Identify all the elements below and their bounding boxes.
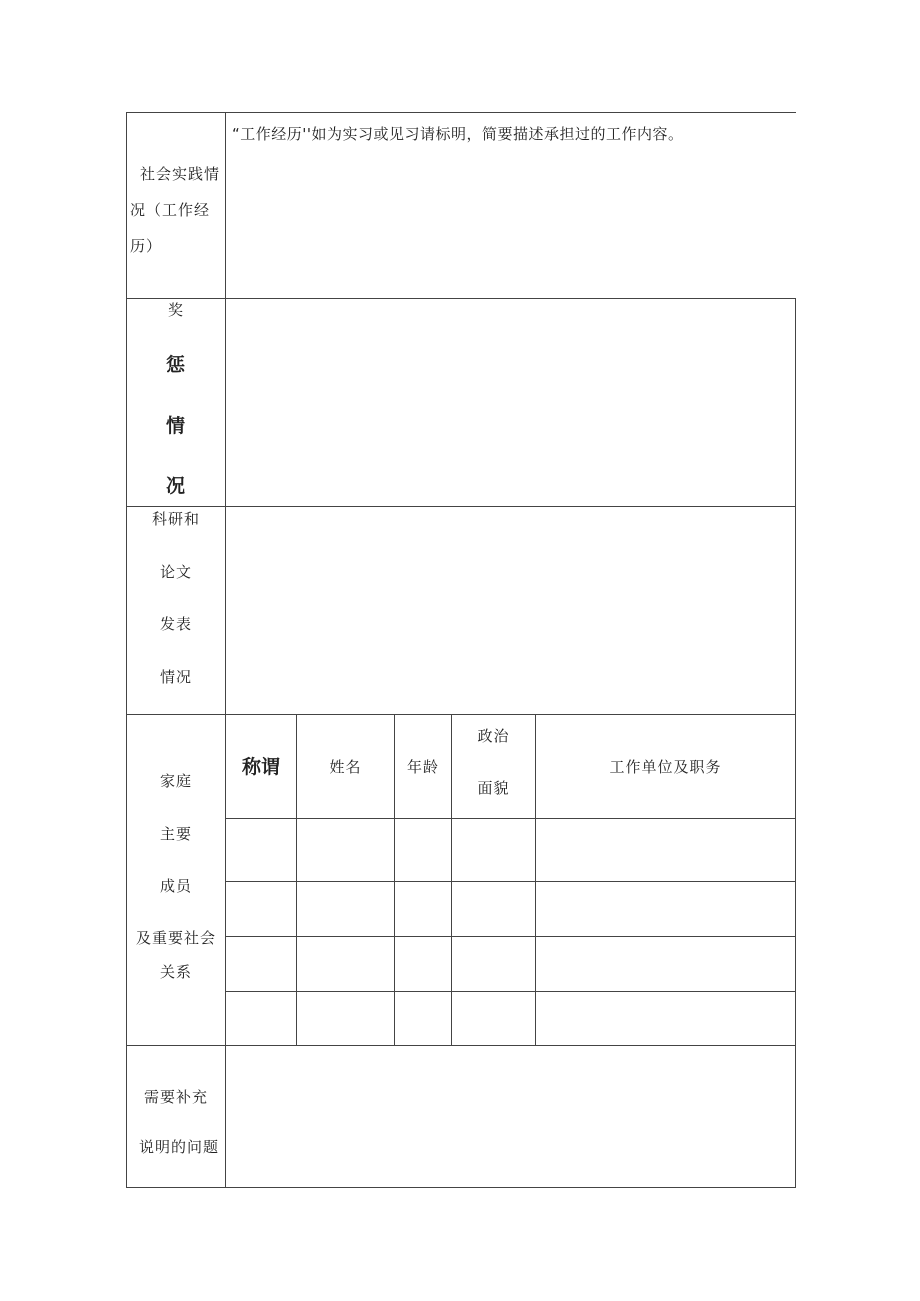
awards-label-char: 况 xyxy=(166,475,186,497)
awards-label-char: 情 xyxy=(166,415,186,437)
header-politics: 面貌 xyxy=(477,779,510,797)
row-divider xyxy=(126,1045,796,1046)
work-experience-note: “工作经历''如为实习或见习请标明，简要描述承担过的工作内容。 xyxy=(232,125,684,143)
awards-label-char: 奖 xyxy=(168,301,185,319)
row-divider xyxy=(126,506,796,507)
table-border-left xyxy=(126,112,127,1188)
work-experience-label: 社会实践情 xyxy=(140,165,221,183)
awards-label-char: 惩 xyxy=(166,354,186,376)
work-experience-label: 历） xyxy=(130,237,163,255)
work-experience-field[interactable] xyxy=(227,150,794,296)
family-row-divider xyxy=(225,881,796,882)
header-relation: 称谓 xyxy=(241,756,280,778)
family-row-divider xyxy=(225,991,796,992)
family-row-divider xyxy=(225,818,796,819)
header-name: 姓名 xyxy=(329,758,362,776)
family-row-divider xyxy=(225,936,796,937)
family-label: 及重要社会 xyxy=(136,929,217,947)
work-experience-label: 况（工作经 xyxy=(130,201,211,219)
table-border-top xyxy=(126,112,796,113)
supplement-label: 需要补充 xyxy=(144,1088,209,1106)
research-label: 科研和 xyxy=(152,510,201,528)
research-label: 发表 xyxy=(160,615,193,633)
row-divider xyxy=(126,298,796,299)
supplement-label: 说明的问题 xyxy=(139,1138,220,1156)
family-column-divider xyxy=(451,714,452,1046)
table-border-right xyxy=(795,298,796,1188)
supplement-field[interactable] xyxy=(227,1047,794,1186)
family-label: 关系 xyxy=(160,963,193,981)
awards-field[interactable] xyxy=(227,300,794,505)
family-label: 家庭 xyxy=(160,772,193,790)
label-column-divider xyxy=(225,112,226,1188)
header-work-unit: 工作单位及职务 xyxy=(609,758,722,776)
research-label: 论文 xyxy=(160,563,193,581)
header-age: 年龄 xyxy=(406,758,439,776)
research-label: 情况 xyxy=(160,668,193,686)
row-divider xyxy=(126,714,796,715)
table-border-bottom xyxy=(126,1187,796,1188)
header-politics: 政治 xyxy=(477,727,510,745)
family-label: 成员 xyxy=(160,877,193,895)
family-label: 主要 xyxy=(160,825,193,843)
research-field[interactable] xyxy=(227,508,794,713)
